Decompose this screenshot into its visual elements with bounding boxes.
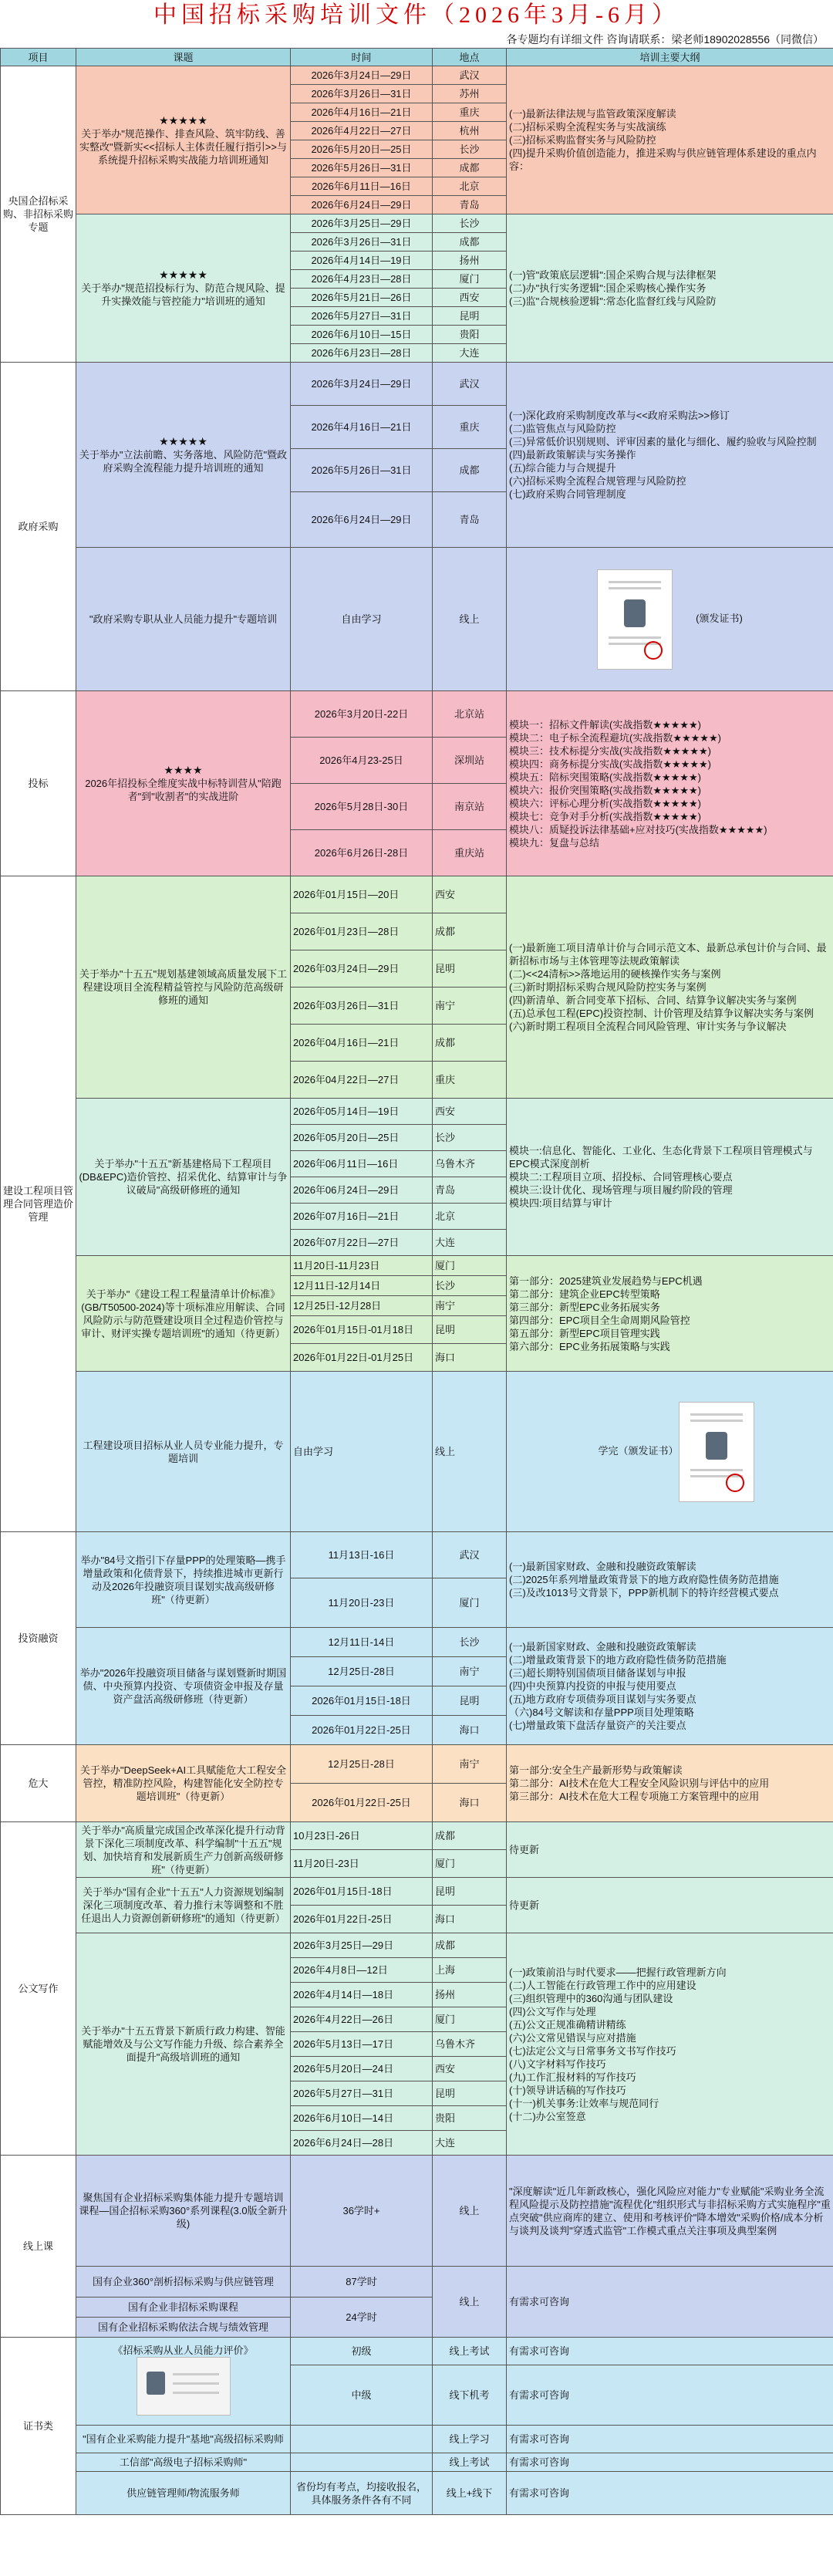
course-online-1: 聚焦国有企业招标采购集体能力提升专题培训课程—国企招标采购360°系列课程(3.0版全新升级) bbox=[76, 2156, 291, 2267]
place-cell: 苏州 bbox=[433, 85, 507, 103]
table-row bbox=[1, 214, 833, 233]
time-cell: 2026年01月15日—20日 bbox=[291, 876, 433, 913]
outline-bidding: 模块一：招标文件解读(实战指数★★★★★) 模块二：电子标全流程避坑(实战指数★★★★★) 模块三：技术标提分实战(实战指数★★★★★) 模块四：商务标提分实战(实战指数★★★★★) 模块五：陪标突围策略(实战指数★★★★★) 模块六：报价突围策略(实战指数★★★★★) 模块六：评标心理分析(实战指数★★★★★) 模块七：竞争对手分析(实战指数★★★★★) 模块八：质疑投诉法律基础+应对技巧(实战指数★★★★★) 模块九：复盘与总结 bbox=[507, 691, 833, 876]
time-cell: 2026年5月26日—31日 bbox=[291, 159, 433, 177]
table-row bbox=[1, 1256, 833, 1276]
time-cell: 2026年6月24日—28日 bbox=[291, 2131, 433, 2156]
time-cell: 2026年6月24日—29日 bbox=[291, 196, 433, 214]
document-title: 中国招标采购培训文件（2026年3月-6月） bbox=[153, 2, 680, 28]
place-cell: 重庆 bbox=[433, 103, 507, 122]
table-row bbox=[1, 876, 833, 913]
place-cell: 厦门 bbox=[433, 1256, 507, 1276]
place-cell: 北京站 bbox=[433, 691, 507, 738]
time-cell: 2026年5月20日—25日 bbox=[291, 140, 433, 159]
section-writing: 公文写作 bbox=[1, 1822, 76, 2156]
course-gov-1 bbox=[76, 363, 291, 548]
level-cell: 中级 bbox=[291, 2365, 433, 2426]
mode-cell: 线上+线下 bbox=[433, 2472, 507, 2515]
time-cell: 2026年01月22日-25日 bbox=[291, 1784, 433, 1822]
place-cell: 贵阳 bbox=[433, 2106, 507, 2131]
time-cell: 2026年5月26日—31日 bbox=[291, 449, 433, 492]
place-cell: 南宁 bbox=[433, 1296, 507, 1316]
course-title: 关于举办"规范操作、排查风险、筑牢防线、善实整改"暨新实<<招标人主体责任履行指引>>与系统提升招标采购实战能力培训班通知 bbox=[79, 127, 287, 166]
place-cell: 上海 bbox=[433, 1958, 507, 1983]
time-cell: 2026年4月14日—18日 bbox=[291, 1983, 433, 2007]
course-hazard bbox=[76, 1745, 291, 1822]
time-cell: 2026年6月26日-28日 bbox=[291, 830, 433, 876]
place-cell: 长沙 bbox=[433, 1628, 507, 1657]
place-cell: 北京 bbox=[433, 177, 507, 196]
time-cell: 2026年6月10日—14日 bbox=[291, 2106, 433, 2131]
level-cell: 初级 bbox=[291, 2338, 433, 2365]
place-cell: 昆明 bbox=[433, 1316, 507, 1344]
course-title: 关于举办"高质量完成国企改革深化提升行动背景下深化三项制度改革、科学编制"十五五"规划、加快培育和发展新质生产力创新高级研修班"（待更新） bbox=[81, 1824, 285, 1875]
time-cell: 2026年4月16日—21日 bbox=[291, 103, 433, 122]
delivery-cell: 线上 bbox=[433, 2267, 507, 2338]
outline-government: (一)深化政府采购制度改革与<<政府采购法>>修订 (二)监管焦点与风险防控 (三)异常低价识别规则、评审因素的量化与细化、履约验收与风险控制 (四)最新政策解读与实务操作 (五)综合能力与合规提升 (六)招标采购全流程合规管理与风险防控 (七)政府采购合同管理制度 bbox=[507, 363, 833, 548]
note-cell: 有需求可咨询 bbox=[507, 2472, 833, 2515]
outline-invest-1: (一)最新国家财政、金融和投融资政策解读 (二)2025年系列增量政策背景下的地方政府隐性债务防范措施 (三)及改1013号文背景下，PPP新机制下的特许经营模式要点 bbox=[507, 1532, 833, 1628]
course-title: 工程建设项目招标从业人员专业能力提升，专题培训 bbox=[83, 1439, 284, 1464]
course-invest-2 bbox=[76, 1628, 291, 1745]
place-cell: 南宁 bbox=[433, 1745, 507, 1784]
rating-stars: ★★★★ bbox=[164, 764, 203, 776]
outline-writing-2: 待更新 bbox=[507, 1878, 833, 1933]
place-cell: 贵阳 bbox=[433, 326, 507, 344]
header-outline: 培训主要大纲 bbox=[507, 49, 833, 66]
place-cell: 扬州 bbox=[433, 1983, 507, 2007]
place-cell: 成都 bbox=[433, 233, 507, 252]
course-table bbox=[0, 48, 833, 2515]
outline-central-1: (一)最新法律法规与监管政策深度解读 (二)招标采购全流程实务与实战演练 (三)招标采购监督实务与风险防控 (四)提升采购价值创造能力，推进采购与供应链管理体系建设的重点内容： bbox=[507, 66, 833, 214]
time-cell: 10月23日-26日 bbox=[291, 1822, 433, 1850]
time-cell: 11月20日-11月23日 bbox=[291, 1256, 433, 1276]
section-construction: 建设工程项目管理合同管理造价管理 bbox=[1, 876, 76, 1532]
course-construction-3 bbox=[76, 1256, 291, 1372]
certificate-image bbox=[679, 1402, 754, 1502]
time-cell: 2026年4月23-25日 bbox=[291, 738, 433, 784]
note-cell: 有需求可咨询 bbox=[507, 2453, 833, 2472]
hours-cell: 36学时+ bbox=[291, 2156, 433, 2267]
section-investment: 投资融资 bbox=[1, 1532, 76, 1745]
place-cell: 昆明 bbox=[433, 307, 507, 326]
table-header-row bbox=[1, 49, 833, 66]
time-cell: 2026年3月24日—29日 bbox=[291, 363, 433, 406]
certificate-image bbox=[137, 2357, 231, 2416]
course-online-4: 国有企业招标采购依法合规与绩效管理 bbox=[76, 2318, 291, 2338]
place-cell: 长沙 bbox=[433, 1125, 507, 1151]
time-cell: 11月20日-23日 bbox=[291, 1850, 433, 1878]
place-cell: 南京站 bbox=[433, 784, 507, 830]
place-cell: 青岛 bbox=[433, 1177, 507, 1204]
time-cell: 12月11日-12月14日 bbox=[291, 1276, 433, 1296]
place-cell: 武汉 bbox=[433, 363, 507, 406]
place-cell: 西安 bbox=[433, 1099, 507, 1125]
course-writing-2 bbox=[76, 1878, 291, 1933]
course-writing-3 bbox=[76, 1933, 291, 2156]
time-cell: 12月11日-14日 bbox=[291, 1628, 433, 1657]
delivery-cell: 线上 bbox=[433, 2156, 507, 2267]
place-cell: 昆明 bbox=[433, 950, 507, 988]
outline-writing-1: 待更新 bbox=[507, 1822, 833, 1878]
outline-invest-2: (一)最新国家财政、金融和投融资政策解读 (二)增量政策背景下的地方政府隐性债务防范措施 (三)超长期特别国债项目储备谋划与申报 (四)中央预算内投资的申报与使用要点 (五)地方政府专项债券项目谋划与实务要点 （六)84号文解读和存量PPP项目处理策略 (七)增量政策下盘活存量资产的关注要点 bbox=[507, 1628, 833, 1745]
course-title: 举办"84号文指引下存量PPP的处理策略—携手增量政策和化债背景下，持续推进城市更新行动及2026年投融资项目谋划实战高级研修班"（待更新） bbox=[80, 1554, 286, 1605]
note-cell: 有需求可咨询 bbox=[507, 2338, 833, 2365]
place-cell: 厦门 bbox=[433, 270, 507, 289]
rating-stars: ★★★★★ bbox=[159, 113, 207, 127]
table-body bbox=[1, 66, 833, 2515]
place-cell: 成都 bbox=[433, 159, 507, 177]
time-cell: 2026年4月16日—21日 bbox=[291, 406, 433, 449]
place-cell: 南宁 bbox=[433, 988, 507, 1025]
table-row bbox=[1, 2426, 833, 2453]
place-cell: 南宁 bbox=[433, 1657, 507, 1686]
place-cell: 乌鲁木齐 bbox=[433, 1151, 507, 1177]
table-row bbox=[1, 1822, 833, 1850]
course-writing-1 bbox=[76, 1822, 291, 1878]
note-cell: 有需求可咨询 bbox=[507, 2426, 833, 2453]
mode-cell: 线上学习 bbox=[433, 2426, 507, 2453]
time-cell: 11月13日-16日 bbox=[291, 1532, 433, 1578]
course-invest-1 bbox=[76, 1532, 291, 1628]
table-row bbox=[1, 1372, 833, 1532]
course-title: 关于举办"《建设工程工程量清单计价标准》(GB/T50500-2024)等十项标准应用解读、合同风险防示与防范暨建设项目全过程造价管控与审计、财评实操专题培训班"的通知（待更新） bbox=[81, 1288, 285, 1339]
place-cell: 海口 bbox=[433, 1784, 507, 1822]
table-row bbox=[1, 2338, 833, 2365]
outline-construction-1: (一)最新施工项目清单计价与合同示范文本、最新总承包计价与合同、最新招标市场与主体管理等法规政策解读 (二)<<24清标>>落地运用的硬核操作实务与案例 (三)新时期招标采购合规风险防控实务与案例 (四)新清单、新合同变革下招标、合同、结算争议解决实务与案例 (五)总承包工程(EPC)投资控制、计价管理及结算争议解决实务与案例 (六)新时期工程项目全流程合同风险管理、审计实务与争议解决 bbox=[507, 876, 833, 1099]
place-cell: 西安 bbox=[433, 2057, 507, 2081]
course-title: 举办"2026年投融资项目储备与谋划暨新时期国债、中央预算内投资、专项债资金申报及存量资产盘活高级研修班（待更新） bbox=[79, 1667, 287, 1705]
time-cell: 11月20日-23日 bbox=[291, 1578, 433, 1628]
time-cell: 2026年5月27日—31日 bbox=[291, 307, 433, 326]
time-cell: 2026年04月16日—21日 bbox=[291, 1025, 433, 1062]
time-cell: 2026年5月21日—26日 bbox=[291, 289, 433, 307]
place-cell: 重庆站 bbox=[433, 830, 507, 876]
time-cell: 2026年4月8日—12日 bbox=[291, 1958, 433, 1983]
outline-construction-2: 模块一:信息化、智能化、工业化、生态化背景下工程项目管理模式与EPC模式深度剖析 模块二:工程项目立项、招投标、合同管理核心要点 模块三:设计优化、现场管理与项目履约阶段的管理 模块四:项目结算与审计 bbox=[507, 1099, 833, 1256]
place-cell: 长沙 bbox=[433, 1276, 507, 1296]
table-row bbox=[1, 2267, 833, 2297]
time-cell: 2026年3月26日—31日 bbox=[291, 85, 433, 103]
course-cert-1 bbox=[76, 2338, 291, 2426]
course-title: 关于举办"立法前瞻、实务落地、风险防范"暨政府采购全流程能力提升培训班的通知 bbox=[79, 449, 288, 474]
header-course: 课题 bbox=[76, 49, 291, 66]
time-cell: 2026年01月23日—28日 bbox=[291, 913, 433, 950]
table-row bbox=[1, 1532, 833, 1578]
certificate-label: 学完（颁发证书） bbox=[598, 1444, 679, 1457]
time-cell: 2026年4月22日—27日 bbox=[291, 122, 433, 140]
note-cell: 有需求可咨询 bbox=[507, 2365, 833, 2426]
table-row bbox=[1, 66, 833, 85]
outline-writing-3: (一)政策前沿与时代要求——把握行政管理新方向 (二)人工智能在行政管理工作中的应用建设 (三)组织管理中的360沟通与团队建设 (四)公文写作与处理 (五)公文正规准确精讲精练 (六)公文常见错误与应对措施 (七)法定公文与日常事务文书写作技巧 (八)文字材料写作技巧 (九)工作汇报材料的写作技巧 (十)领导讲话稿的写作技巧 (十一)机关事务:让效率与规范同行 (十二)办公室签意 bbox=[507, 1933, 833, 2156]
course-cert-4: 供应链管理师/物流服务师 bbox=[76, 2472, 291, 2515]
course-construction-1 bbox=[76, 876, 291, 1099]
place-cell: 海口 bbox=[433, 1906, 507, 1933]
time-cell: 2026年3月24日—29日 bbox=[291, 66, 433, 85]
time-cell: 2026年07月16日—21日 bbox=[291, 1204, 433, 1230]
mode-cell: 自由学习 bbox=[291, 548, 433, 691]
time-cell: 2026年01月15日-01月18日 bbox=[291, 1316, 433, 1344]
time-cell: 12月25日-28日 bbox=[291, 1657, 433, 1686]
section-hazard: 危大 bbox=[1, 1745, 76, 1822]
time-cell: 2026年3月25日—29日 bbox=[291, 1933, 433, 1958]
outline-online-2: 有需求可咨询 bbox=[507, 2267, 833, 2338]
place-cell: 大连 bbox=[433, 1230, 507, 1256]
time-cell: 2026年5月20日—24日 bbox=[291, 2057, 433, 2081]
rating-stars: ★★★★★ bbox=[159, 435, 207, 447]
section-government: 政府采购 bbox=[1, 363, 76, 691]
delivery-cell: 线上 bbox=[433, 548, 507, 691]
delivery-cell: 线上 bbox=[433, 1372, 507, 1532]
course-cert-3: 工信部"高级电子招标采购师" bbox=[76, 2453, 291, 2472]
place-cell: 重庆 bbox=[433, 406, 507, 449]
outline-construction-3: 第一部分：2025建筑业发展趋势与EPC机遇 第二部分：建筑企业EPC转型策略 第三部分：新型EPC业务拓展实务 第四部分：EPC项目全生命周期风险管控 第五部分：新型EPC项目管理实践 第六部分：EPC业务拓展策略与实践 bbox=[507, 1256, 833, 1372]
mode-cell: 线上考试 bbox=[433, 2338, 507, 2365]
place-cell: 成都 bbox=[433, 1933, 507, 1958]
section-central-soe: 央国企招标采购、非招标采购专题 bbox=[1, 66, 76, 363]
time-cell: 2026年4月23日—28日 bbox=[291, 270, 433, 289]
course-title: "政府采购专职从业人员能力提升"专题培训 bbox=[89, 613, 278, 625]
time-cell: 2026年4月14日—19日 bbox=[291, 252, 433, 270]
certificate-image bbox=[597, 569, 673, 670]
place-cell: 重庆 bbox=[433, 1062, 507, 1099]
outline-online-1: "深度解读"近几年新政核心，强化风险应对能力"专业赋能"采购业务全流程风险提示及防控措施"流程优化"组织形式与非招标采购方式实施程序"重点突破"供应商库的建立、使用和考核评价"降本增效"采购价格/成本分析与谈判及谈判"穿透式监管"工作模式重点关注事项及典型案例 bbox=[507, 2156, 833, 2267]
time-cell: 2026年06月24日—29日 bbox=[291, 1177, 433, 1204]
place-cell: 青岛 bbox=[433, 492, 507, 548]
place-cell: 厦门 bbox=[433, 2007, 507, 2032]
place-cell: 乌鲁木齐 bbox=[433, 2032, 507, 2057]
place-cell: 大连 bbox=[433, 2131, 507, 2156]
place-cell: 长沙 bbox=[433, 140, 507, 159]
course-central-1 bbox=[76, 66, 291, 214]
table-row bbox=[1, 1933, 833, 1958]
place-cell: 北京 bbox=[433, 1204, 507, 1230]
time-cell: 2026年5月13日—17日 bbox=[291, 2032, 433, 2057]
level-cell: 省份均有考点，均接收报名，具体服务条件各有不同 bbox=[291, 2472, 433, 2515]
certificate-cell bbox=[507, 548, 833, 691]
time-cell: 2026年06月11日—16日 bbox=[291, 1151, 433, 1177]
place-cell: 杭州 bbox=[433, 122, 507, 140]
course-title: 关于举办"国有企业"十五五"人力资源规划编制深化三项制度改革、着力推行末等调整和不胜任退出人力资源创新研修班"的通知（待更新） bbox=[81, 1886, 285, 1924]
section-bidding: 投标 bbox=[1, 691, 76, 876]
place-cell: 成都 bbox=[433, 1822, 507, 1850]
course-online-3: 国有企业非招标采购课程 bbox=[76, 2297, 291, 2318]
header-time: 时间 bbox=[291, 49, 433, 66]
time-cell: 2026年5月28日-30日 bbox=[291, 784, 433, 830]
place-cell: 青岛 bbox=[433, 196, 507, 214]
time-cell: 2026年07月22日—27日 bbox=[291, 1230, 433, 1256]
course-title: 关于举办"十五五背景下新质行政力构建、智能赋能增效及与公文写作能力升级、综合素养全面提升"高级培训班的通知 bbox=[81, 2025, 285, 2063]
mode-cell: 线上考试 bbox=[433, 2453, 507, 2472]
table-row bbox=[1, 2472, 833, 2515]
course-title: 《招标采购从业人员能力评价》 bbox=[113, 2345, 254, 2356]
section-online-course: 线上课 bbox=[1, 2156, 76, 2338]
place-cell: 厦门 bbox=[433, 1850, 507, 1878]
time-cell: 2026年5月27日—31日 bbox=[291, 2081, 433, 2106]
rating-stars: ★★★★★ bbox=[159, 268, 207, 281]
time-cell: 2026年05月20日—25日 bbox=[291, 1125, 433, 1151]
place-cell: 海口 bbox=[433, 1344, 507, 1372]
place-cell: 长沙 bbox=[433, 214, 507, 233]
table-row bbox=[1, 1745, 833, 1784]
time-cell: 2026年01月22日-25日 bbox=[291, 1906, 433, 1933]
place-cell: 昆明 bbox=[433, 2081, 507, 2106]
time-cell: 12月25日-28日 bbox=[291, 1745, 433, 1784]
time-cell: 2026年6月11日—16日 bbox=[291, 177, 433, 196]
course-title: 关于举办"DeepSeek+AI工具赋能危大工程安全管控，精准防控风险，构建智能化安全防控专题培训班"（待更新） bbox=[79, 1764, 287, 1802]
hours-cell: 87学时 bbox=[291, 2267, 433, 2297]
header-project: 项目 bbox=[1, 49, 76, 66]
place-cell: 扬州 bbox=[433, 252, 507, 270]
time-cell: 2026年03月24日—29日 bbox=[291, 950, 433, 988]
place-cell: 昆明 bbox=[433, 1878, 507, 1906]
course-title: 关于举办"十五五"规划基建领域高质量发展下工程建设项目全流程精益管控与风险防范高级研修班的通知 bbox=[79, 968, 288, 1006]
course-title: 2026年招投标全维度实战中标特训营从"陪跑者"到"收割者"的实战进阶 bbox=[85, 778, 282, 802]
time-cell: 2026年3月20日-22日 bbox=[291, 691, 433, 738]
time-cell: 2026年05月14日—19日 bbox=[291, 1099, 433, 1125]
place-cell: 西安 bbox=[433, 289, 507, 307]
place-cell: 深圳站 bbox=[433, 738, 507, 784]
course-title: 关于举办"十五五"新基建格局下工程项目(DB&EPC)造价管控、招采优化、结算审计与争议破局"高级研修班的通知 bbox=[79, 1158, 288, 1196]
table-row bbox=[1, 2453, 833, 2472]
time-cell: 2026年3月26日—31日 bbox=[291, 233, 433, 252]
time-cell: 2026年01月22日-01月25日 bbox=[291, 1344, 433, 1372]
mode-cell: 自由学习 bbox=[291, 1372, 433, 1532]
course-gov-2 bbox=[76, 548, 291, 691]
time-cell: 2026年01月15日-18日 bbox=[291, 1878, 433, 1906]
course-construction-2 bbox=[76, 1099, 291, 1256]
course-cert-2: "国有企业采购能力提升"基地"高级招标采购师 bbox=[76, 2426, 291, 2453]
table-row bbox=[1, 1099, 833, 1125]
level-cell bbox=[291, 2426, 433, 2453]
place-cell: 海口 bbox=[433, 1716, 507, 1745]
course-title: 关于举办"规范招投标行为、防范合规风险、提升实操效能与管控能力"培训班的通知 bbox=[81, 282, 285, 307]
table-row bbox=[1, 363, 833, 406]
table-row bbox=[1, 1878, 833, 1906]
time-cell: 2026年6月10日—15日 bbox=[291, 326, 433, 344]
table-row bbox=[1, 2156, 833, 2267]
course-bidding bbox=[76, 691, 291, 876]
place-cell: 大连 bbox=[433, 344, 507, 363]
table-row bbox=[1, 1628, 833, 1657]
mode-cell: 线下机考 bbox=[433, 2365, 507, 2426]
time-cell: 2026年6月24日—29日 bbox=[291, 492, 433, 548]
time-cell: 2026年3月25日—29日 bbox=[291, 214, 433, 233]
certificate-cell bbox=[507, 1372, 833, 1532]
place-cell: 武汉 bbox=[433, 66, 507, 85]
time-cell: 2026年01月22日-25日 bbox=[291, 1716, 433, 1745]
level-cell bbox=[291, 2453, 433, 2472]
place-cell: 成都 bbox=[433, 1025, 507, 1062]
hours-cell: 24学时 bbox=[291, 2297, 433, 2338]
course-construction-4 bbox=[76, 1372, 291, 1532]
place-cell: 成都 bbox=[433, 913, 507, 950]
place-cell: 成都 bbox=[433, 449, 507, 492]
certificate-label: (颁发证书) bbox=[696, 612, 743, 624]
place-cell: 武汉 bbox=[433, 1532, 507, 1578]
table-row bbox=[1, 691, 833, 738]
time-cell: 2026年03月26日—31日 bbox=[291, 988, 433, 1025]
time-cell: 2026年04月22日—27日 bbox=[291, 1062, 433, 1099]
contact-line: 各专题均有详细文件 咨询请联系：梁老师18902028556（同微信） bbox=[506, 33, 824, 46]
outline-central-2: (一)管"政策底层逻辑":国企采购合规与法律框架 (二)办"执行实务逻辑":国企采购核心操作实务 (三)监"合规核验逻辑":常态化监督红线与风险防 bbox=[507, 214, 833, 363]
section-certificates: 证书类 bbox=[1, 2338, 76, 2515]
course-online-2: 国有企业360°剖析招标采购与供应链管理 bbox=[76, 2267, 291, 2297]
table-row bbox=[1, 548, 833, 691]
time-cell: 12月25日-12月28日 bbox=[291, 1296, 433, 1316]
course-central-2 bbox=[76, 214, 291, 363]
place-cell: 西安 bbox=[433, 876, 507, 913]
time-cell: 2026年6月23日—28日 bbox=[291, 344, 433, 363]
outline-hazard: 第一部分:安全生产最新形势与政策解读 第二部分：AI技术在危大工程安全风险识别与评估中的应用 第三部分：AI技术在危大工程专项施工方案管理中的应用 bbox=[507, 1745, 833, 1822]
place-cell: 昆明 bbox=[433, 1686, 507, 1716]
time-cell: 2026年01月15日-18日 bbox=[291, 1686, 433, 1716]
header-place: 地点 bbox=[433, 49, 507, 66]
place-cell: 厦门 bbox=[433, 1578, 507, 1628]
time-cell: 2026年4月22日—26日 bbox=[291, 2007, 433, 2032]
